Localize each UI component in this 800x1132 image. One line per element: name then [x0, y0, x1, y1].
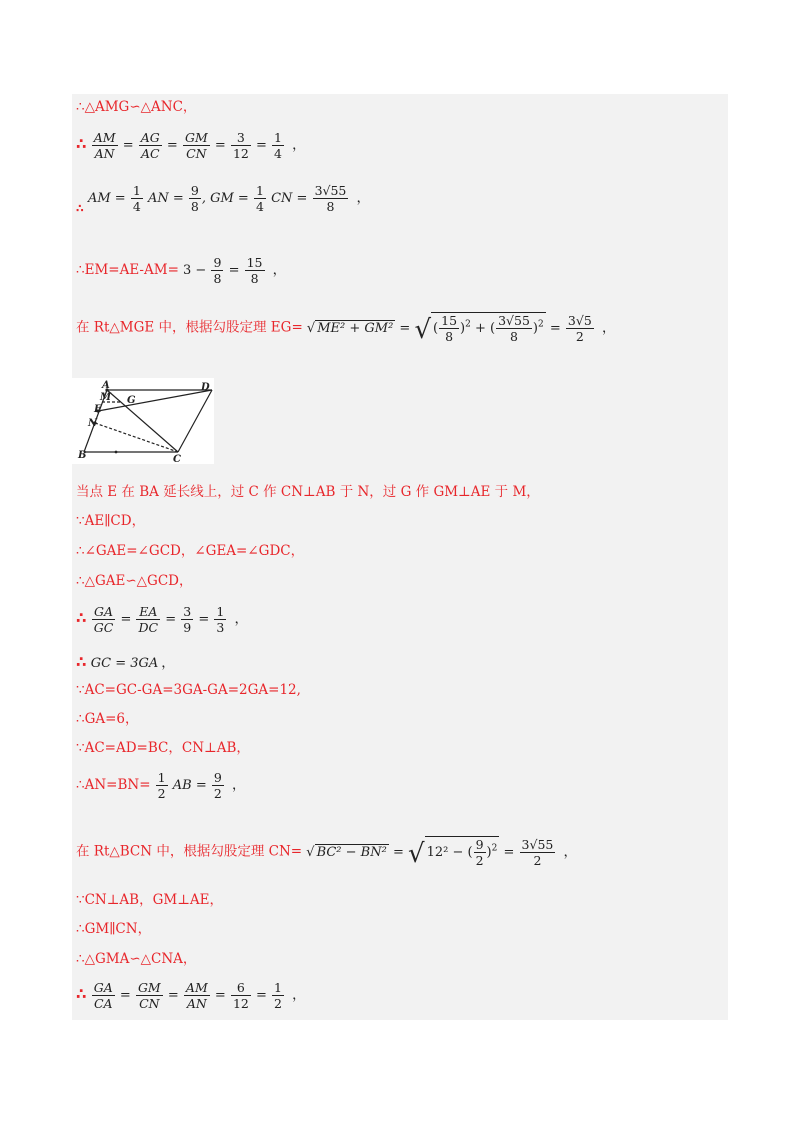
geometry-diagram — [72, 378, 214, 464]
line-9: ∴△GAE∽△GCD， — [76, 573, 193, 589]
line-7: ∵AE∥CD， — [76, 513, 146, 529]
line-19: ∴△GMA∽△CNA， — [76, 951, 197, 967]
line-16: 在 Rt△BCN 中，根据勾股定理 CN= √ BC² − BN² = √ 12² − ( $\frac{9}{2}$ )$^2$ = $\frac{3√55}{2}$ ， — [76, 836, 577, 869]
label-g: G — [127, 395, 136, 406]
line-12: ∵AC=GC-GA=3GA-GA=2GA=12, — [76, 682, 301, 698]
label-c: C — [173, 454, 181, 464]
therefore-symbol: ∴ — [76, 135, 87, 153]
line-6: 当点 E 在 BA 延长线上，过 C 作 CN⊥AB 于 N，过 G 作 GM⊥AE 于 M， — [76, 484, 540, 500]
line-15: ∴AN=BN= $\frac{1}{2}$ AB = $\frac{9}{2}$ ， — [76, 770, 246, 801]
parallelogram-figure — [72, 378, 214, 464]
label-a: A — [102, 380, 110, 391]
label-d: D — [201, 382, 210, 393]
line-13: ∴GA=6， — [76, 711, 139, 727]
line-3: $_\therefore$ AM = $\frac{1}{4}$ AN = $\frac{9}{8}$ , GM = $\frac{1}{4}$ CN = $\frac{3√55}{8}$ ， — [76, 183, 371, 215]
label-n: N — [88, 418, 98, 429]
line-8: ∴∠GAE=∠GCD，∠GEA=∠GDC， — [76, 543, 305, 559]
line-18: ∴GM∥CN， — [76, 921, 152, 937]
frac-ag-ac: $\frac{AG}{AC}$ — [140, 130, 160, 161]
line-2: ∴ $\frac{AM}{AN}$ = $\frac{AG}{AC}$ = $\frac{GM}{CN}$ = $\frac{3}{12}$ = $\frac{1}{4}$ ， — [76, 130, 306, 161]
label-e: E — [94, 404, 102, 415]
line-17: ∵CN⊥AB，GM⊥AE， — [76, 892, 224, 908]
line-4: ∴EM=AE-AM= 3 − $\frac{9}{8}$ = $\frac{15}{8}$ ， — [76, 255, 287, 286]
line-10: ∴ $\frac{GA}{GC}$ = $\frac{EA}{DC}$ = $\frac{3}{9}$ = $\frac{1}{3}$ ， — [76, 604, 248, 635]
line-20: ∴ $\frac{GA}{CA}$ = $\frac{GM}{CN}$ = $\frac{AM}{AN}$ = $\frac{6}{12}$ = $\frac{1}{2}$ ， — [76, 980, 306, 1011]
line-11: ∴ GC = 3GA ， — [76, 653, 175, 671]
frac-gm-cn: $\frac{GM}{CN}$ — [184, 130, 208, 161]
line-14: ∵AC=AD=BC，CN⊥AB， — [76, 740, 250, 756]
frac-am-an: $\frac{AM}{AN}$ — [93, 130, 116, 161]
label-b: B — [78, 450, 87, 461]
line-5: 在 Rt△MGE 中，根据勾股定理 EG= √ ME² + GM² = √ ( $\frac{15}{8}$ )$^2$ + ( $\frac{3√55}{8}$ )$^2$ = $\frac{3√5}{2}$ ， — [76, 312, 616, 345]
line-1: ∴△AMG∽△ANC， — [76, 99, 197, 115]
label-m: M — [100, 392, 112, 403]
